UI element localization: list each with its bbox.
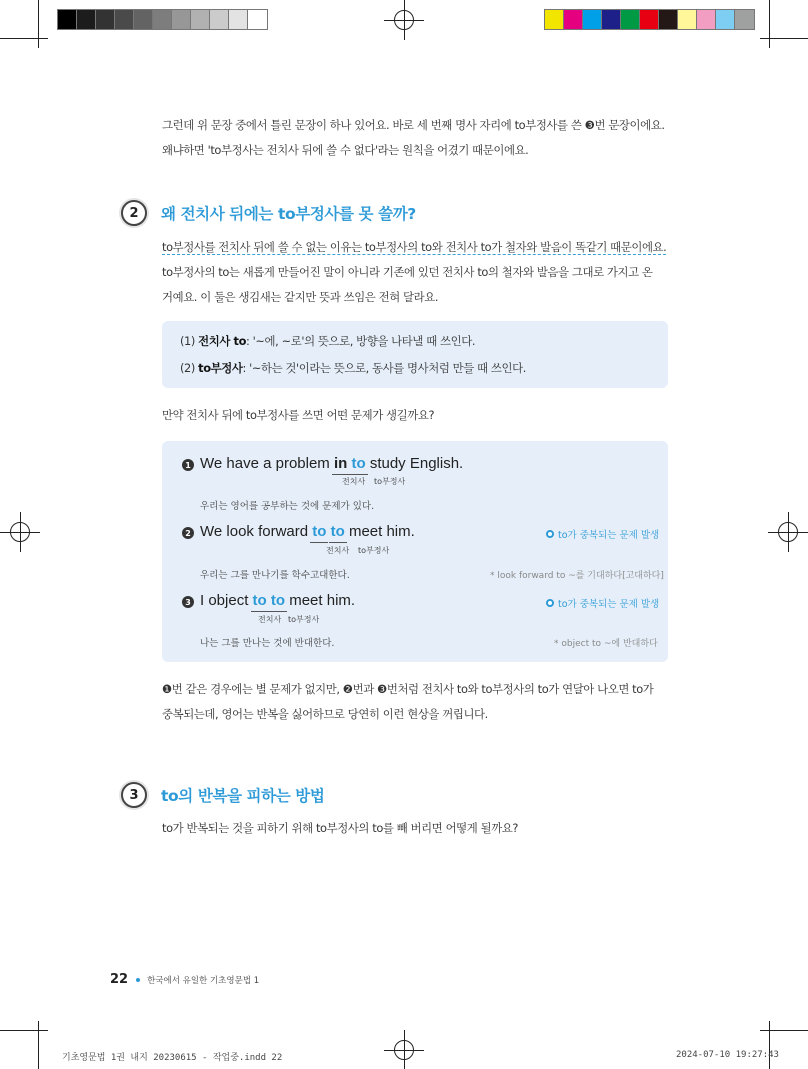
crop-mark-br-h	[760, 1030, 808, 1031]
color-swatch-11	[735, 10, 754, 29]
definition-1: (1) 전치사 to: '~에, ~로'의 뜻으로, 방향을 나타낼 때 쓰인다.	[180, 334, 476, 348]
intro-line-1: 그런데 위 문장 중에서 틀린 문장이 하나 있어요. 바로 세 번째 명사 자리에 to부정사를 쓴 ❸번 문장이에요.	[162, 118, 665, 132]
gray-swatch-4	[115, 10, 134, 29]
color-swatch-7	[659, 10, 678, 29]
example-translation-2: 우리는 그를 만나기를 학수고대한다.	[200, 570, 350, 581]
crop-mark-bl-h	[0, 1030, 48, 1031]
definition-desc: : '~하는 것'이라는 뜻으로, 동사를 명사처럼 만들 때 쓰인다.	[242, 361, 526, 375]
gray-swatch-6	[153, 10, 172, 29]
registration-mark-left	[0, 512, 40, 552]
gray-swatch-1	[58, 10, 77, 29]
registration-mark-top	[384, 0, 424, 40]
highlighted-reason: to부정사를 전치사 뒤에 쓸 수 없는 이유는 to부정사의 to와 전치사 to가 철자와 발음이 똑같기 때문이에요.	[162, 240, 667, 254]
page-footer	[110, 972, 259, 987]
gray-swatch-7	[172, 10, 191, 29]
color-swatch-6	[640, 10, 659, 29]
book-title: 한국에서 유일한 기초영문법 1	[147, 975, 260, 986]
preposition-word: to	[252, 592, 267, 609]
example-number-3: 3	[182, 596, 194, 608]
crop-mark-br-v	[769, 1021, 770, 1069]
to-infinitive-word: to	[330, 523, 345, 540]
example-translation-3: 나는 그를 만나는 것에 반대한다.	[200, 638, 335, 649]
duplication-note-3: to가 중복되는 문제 발생	[546, 596, 659, 610]
intro-line-2: 왜냐하면 'to부정사는 전치사 뒤에 쓸 수 없다'라는 원칙을 어겼기 때문이에요.	[162, 143, 529, 157]
color-swatch-10	[716, 10, 735, 29]
definition-desc: : '~에, ~로'의 뜻으로, 방향을 나타낼 때 쓰인다.	[246, 334, 476, 348]
example-number-1: 1	[182, 459, 194, 471]
gray-swatch-11	[248, 10, 267, 29]
gloss-preposition: 전치사	[258, 615, 282, 624]
definition-term: to부정사	[198, 361, 243, 375]
circle-bullet-icon	[546, 530, 554, 538]
example-sentence-3: I object to to meet him.	[200, 592, 356, 609]
conclusion-line-2: 중복되는데, 영어는 반복을 싫어하므로 당연히 이런 현상을 꺼립니다.	[162, 707, 488, 721]
crop-mark-tl-h	[0, 38, 48, 39]
section-2-line-2: to부정사의 to는 새롭게 만들어진 말이 아니라 기존에 있던 전치사 to의 철자와 발음을 그대로 가지고 온	[162, 265, 653, 279]
section-3-paragraph: to가 반복되는 것을 피하기 위해 to부정사의 to를 빼 버리면 어떻게 될까요?	[162, 821, 519, 835]
section-3-heading	[121, 782, 324, 808]
section-title: 왜 전치사 뒤에는 to부정사를 못 쓸까?	[161, 205, 416, 223]
gloss-to-infinitive: to부정사	[374, 477, 406, 486]
registration-mark-right	[768, 512, 808, 552]
color-swatch-bar	[544, 9, 755, 30]
crop-mark-tr-h	[760, 38, 808, 39]
section-title: to의 반복을 피하는 방법	[161, 787, 325, 805]
crop-mark-bl-v	[38, 1021, 39, 1069]
example-sentence-2: We look forward to to meet him.	[200, 523, 415, 540]
gray-swatch-8	[191, 10, 210, 29]
gloss-to-infinitive: to부정사	[288, 615, 320, 624]
color-swatch-2	[564, 10, 583, 29]
to-infinitive-word: to	[270, 592, 286, 609]
definition-term: 전치사 to	[198, 334, 247, 348]
gray-swatch-9	[210, 10, 229, 29]
section-2-line-3: 거예요. 이 둘은 생김새는 같지만 뜻과 쓰임은 전혀 달라요.	[162, 290, 439, 304]
conclusion-line-1: ❶번 같은 경우에는 별 문제가 없지만, ❷번과 ❸번처럼 전치사 to와 to부정사의 to가 연달아 나오면 to가	[162, 682, 654, 696]
color-swatch-8	[678, 10, 697, 29]
slug-left: 기초영문법 1권 내지 20230615 - 작업중.indd 22	[62, 1053, 283, 1063]
example-number-2: 2	[182, 527, 194, 539]
slug-right: 2024-07-10 19:27:43	[676, 1050, 779, 1060]
reference-note-2: * look forward to ~를 기대하다[고대하다]	[490, 571, 664, 581]
section-number-badge: 2	[121, 200, 147, 226]
color-swatch-9	[697, 10, 716, 29]
reference-note-3: * object to ~에 반대하다	[554, 639, 658, 649]
preposition-word: in	[333, 455, 348, 472]
grayscale-swatch-bar	[57, 9, 268, 30]
gray-swatch-5	[134, 10, 153, 29]
intro-paragraph	[162, 113, 672, 163]
gray-swatch-2	[77, 10, 96, 29]
duplication-note-2: to가 중복되는 문제 발생	[546, 527, 659, 541]
gray-swatch-3	[96, 10, 115, 29]
registration-mark-bottom	[384, 1030, 424, 1069]
color-swatch-1	[545, 10, 564, 29]
gloss-preposition: 전치사	[326, 546, 350, 555]
preposition-word: to	[312, 523, 327, 540]
bullet-dot-icon	[136, 978, 140, 982]
definition-box	[162, 321, 668, 388]
example-sentence-1: We have a problem in to study English.	[200, 455, 464, 472]
to-infinitive-word: to	[351, 455, 366, 472]
gloss-preposition: 전치사	[342, 477, 366, 486]
color-swatch-5	[621, 10, 640, 29]
crop-mark-tl-v	[38, 0, 39, 48]
conclusion-paragraph	[162, 677, 672, 727]
gray-swatch-10	[229, 10, 248, 29]
section-2-heading	[121, 200, 416, 226]
example-translation-1: 우리는 영어를 공부하는 것에 문제가 있다.	[200, 501, 375, 512]
question-line: 만약 전치사 뒤에 to부정사를 쓰면 어떤 문제가 생길까요?	[162, 408, 435, 422]
gloss-to-infinitive: to부정사	[358, 546, 390, 555]
color-swatch-4	[602, 10, 621, 29]
example-box	[162, 441, 668, 662]
definition-2: (2) to부정사: '~하는 것'이라는 뜻으로, 동사를 명사처럼 만들 때 쓰인다.	[180, 361, 526, 375]
section-2-paragraph	[162, 235, 672, 310]
page-number: 22	[110, 972, 129, 987]
crop-mark-tr-v	[769, 0, 770, 48]
circle-bullet-icon	[546, 599, 554, 607]
section-number-badge: 3	[121, 782, 147, 808]
color-swatch-3	[583, 10, 602, 29]
